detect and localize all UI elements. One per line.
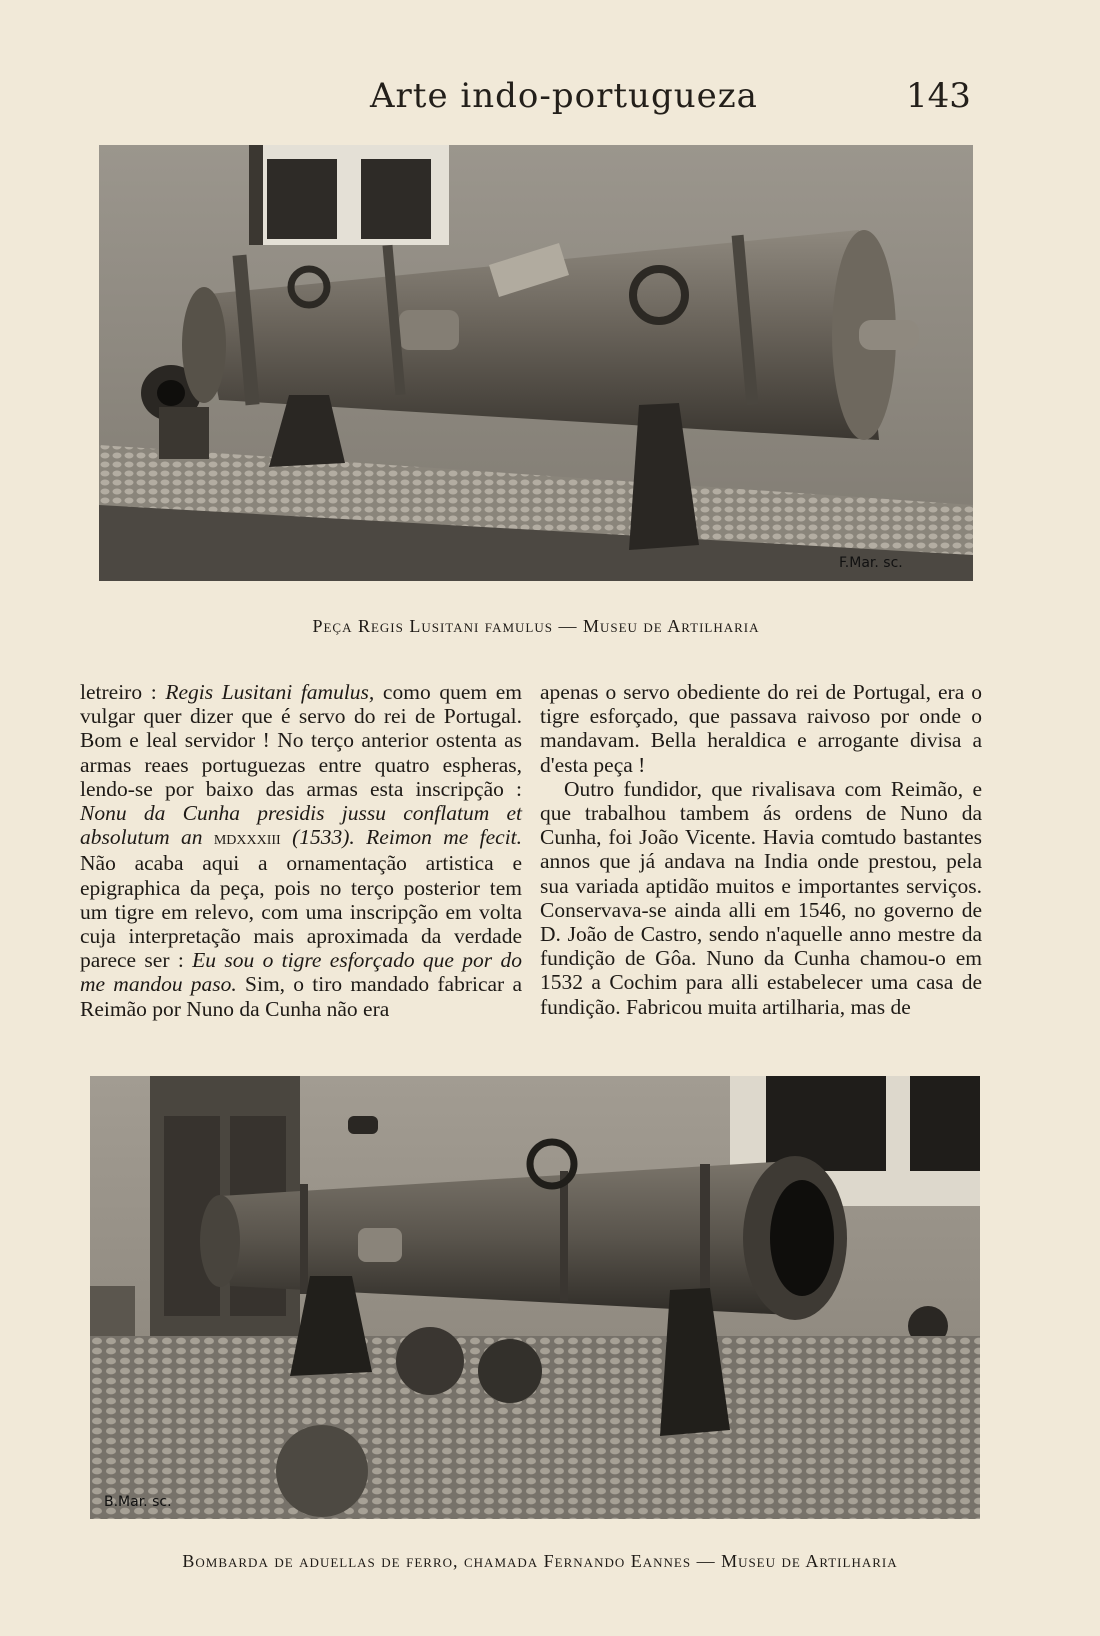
cannon-photo-top (99, 145, 973, 581)
text-column-left (80, 680, 522, 1021)
paragraph-right-1: apenas o servo obediente do rei de Portugal, era o tigre esforçado, que passava raivoso por onde o mandavam. Bella heraldica e arrogante divisa a d'esta peça ! (540, 680, 982, 777)
page-number: 143 (906, 76, 971, 116)
caption-bottom: Bombarda de aduellas de ferro, chamada Fernando Eannes — Museu de Artilharia (182, 1551, 898, 1571)
cannon-photo-bottom (90, 1076, 980, 1519)
paragraph-right-2: Outro fundidor, que rivalisava com Reimão, e que trabalhou tambem ás ordens de Nuno da Cunha, foi João Vicente. Havia comtudo bastantes annos que já andava na India onde prestou, pela sua variada aptidão muitos e importantes serviços. Conservava-se ainda alli em 1546, no governo de D. João de Castro, sendo n'aquelle anno mestre da fundição de Gôa. Nuno da Cunha chamou-o em 1532 a Cochim para alli estabelecer uma casa de fundição. Fabricou muita artilharia, mas de (540, 776, 982, 1019)
paragraph-left: letreiro : Regis Lusitani famulus, como quem em vulgar quer dizer que é servo do rei de Portugal. Bom e leal servidor ! No terço anterior ostenta as armas reaes portuguezas entre quatro espheras, lendo-se por baixo das armas esta inscripção : Nonu da Cunha presidis jussu conflatum et absolutum an mdxxxiii (1533). Reimon me fecit. Não acaba aqui a ornamentação artistica e epigraphica da peça, pois no terço posterior tem um tigre em relevo, com uma inscripção em volta cuja interpretação mais aproximada da verdade parece ser : Eu sou o tigre esforçado que por do me mandou paso. Sim, o tiro mandado fabricar a Reimão por Nuno da Cunha não era (80, 680, 523, 1021)
engraver-mark-bottom: B.Mar. sc. (104, 1494, 172, 1510)
running-title: Arte indo-portugueza (370, 76, 758, 116)
cannon-engraving-top (99, 145, 973, 581)
cannon-engraving-bottom (90, 1076, 980, 1519)
caption-top: Peça Regis Lusitani famulus — Museu de Artilharia (312, 616, 760, 636)
engraver-mark-top: F.Mar. sc. (839, 555, 903, 571)
text-column-right (540, 680, 982, 1019)
